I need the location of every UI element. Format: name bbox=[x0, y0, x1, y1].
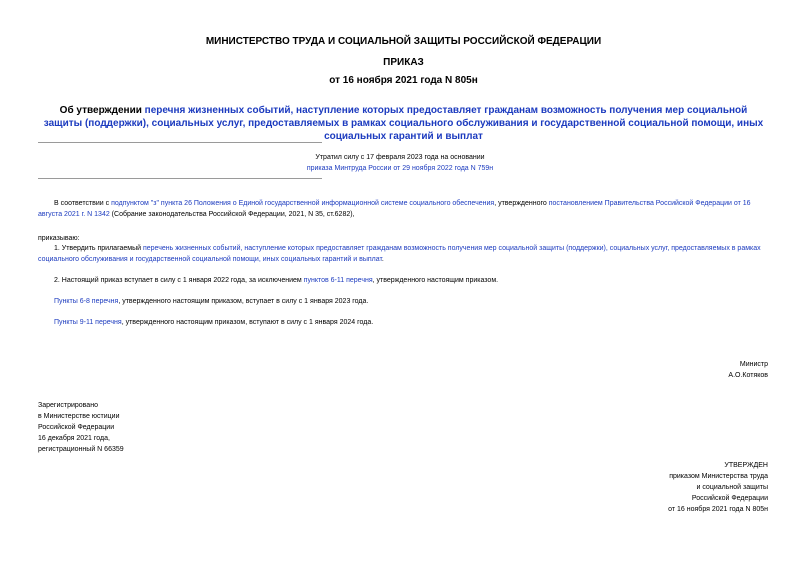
document-type: ПРИКАЗ bbox=[383, 57, 424, 68]
clause-1-text-a: 1. Утвердить прилагаемый bbox=[54, 245, 143, 252]
registration-block bbox=[38, 400, 288, 455]
clause-2-text-b: , утвержденного настоящим приказом. bbox=[372, 277, 499, 284]
registration-line-1: Зарегистрировано bbox=[38, 402, 98, 409]
registration-line-3: Российской Федерации bbox=[38, 424, 115, 431]
items-6-11-link[interactable]: пунктов 6-11 перечня bbox=[303, 277, 373, 284]
preamble-text-b: , утвержденного bbox=[494, 200, 549, 207]
document-title bbox=[40, 104, 767, 143]
approval-line-2: приказом Министерства труда bbox=[669, 473, 768, 480]
clause-1-text-b: . bbox=[381, 256, 384, 263]
signature-block bbox=[568, 359, 768, 381]
approval-line-3: и социальной защиты bbox=[696, 484, 768, 491]
signatory-position: Министр bbox=[739, 361, 768, 368]
clause-2 bbox=[38, 275, 768, 286]
preamble-text-c: (Собрание законодательства Российской Федерации, 2021, N 35, ст.6282), bbox=[109, 211, 355, 218]
clause-2-items-9-11 bbox=[38, 317, 768, 328]
items-6-8-link[interactable]: Пункты 6-8 перечня bbox=[54, 298, 119, 305]
signatory-name: А.О.Котяков bbox=[728, 372, 768, 379]
approval-block bbox=[518, 460, 768, 515]
divider-bottom bbox=[38, 178, 322, 179]
preamble-text-a: В соответствии с bbox=[54, 200, 112, 207]
status-note-text: Утратил силу с 17 февраля 2023 года на основании bbox=[315, 154, 485, 161]
government-decree-link[interactable]: постановлением Правительства Российской Федерации от 16 августа 2021 г. N 1342 bbox=[38, 200, 751, 218]
document-date: от 16 ноября 2021 года N 805н bbox=[329, 75, 478, 86]
items-9-11-text: , утвержденного настоящим приказом, вступают в силу с 1 января 2024 года. bbox=[121, 319, 374, 326]
approved-list-link[interactable]: перечень жизненных событий, наступление которых предоставляет гражданам возможность получения мер социальной защиты (поддержки), социальных услуг, предоставляемых в рамках социального обслуживания и государственной социальной помощи, иных социальных гарантий и выплат bbox=[38, 245, 761, 263]
registration-line-4: 16 декабря 2021 года, bbox=[38, 435, 110, 442]
divider-top bbox=[38, 142, 322, 143]
clause-1 bbox=[38, 243, 768, 265]
registration-line-2: в Министерстве юстиции bbox=[38, 413, 120, 420]
order-verb: приказываю: bbox=[38, 235, 80, 242]
items-9-11-link[interactable]: Пункты 9-11 перечня bbox=[54, 319, 122, 326]
items-6-8-text: , утвержденного настоящим приказом, вступает в силу с 1 января 2023 года. bbox=[118, 298, 369, 305]
preamble-paragraph bbox=[38, 198, 768, 220]
ministry-heading: МИНИСТЕРСТВО ТРУДА И СОЦИАЛЬНОЙ ЗАЩИТЫ РОССИЙСКОЙ ФЕДЕРАЦИИ bbox=[205, 36, 602, 47]
approval-line-5: от 16 ноября 2021 года N 805н bbox=[668, 506, 768, 513]
clause-2-items-6-8 bbox=[38, 296, 768, 307]
status-note bbox=[180, 152, 620, 174]
title-list-link[interactable]: перечня жизненных событий, наступление которых предоставляет гражданам возможность получения мер социальной защиты (поддержки), социальных услуг, предоставляемых в рамках социального обслуживания и государственной социальной помощи, иных социальных гарантий и выплат bbox=[43, 105, 764, 142]
repeal-order-link[interactable]: приказа Минтруда России от 29 ноября 2022 года N 759н bbox=[306, 165, 494, 172]
clause-2-text-a: 2. Настоящий приказ вступает в силу с 1 января 2022 года, за исключением bbox=[54, 277, 304, 284]
title-prefix: Об утверждении bbox=[59, 105, 145, 116]
approval-line-1: УТВЕРЖДЕН bbox=[724, 462, 768, 469]
regulation-subclause-link[interactable]: подпунктом "з" пункта 26 Положения о Единой государственной информационной системе социального обеспечения bbox=[111, 200, 495, 207]
registration-line-5: регистрационный N 66359 bbox=[38, 446, 124, 453]
approval-line-4: Российской Федерации bbox=[691, 495, 768, 502]
